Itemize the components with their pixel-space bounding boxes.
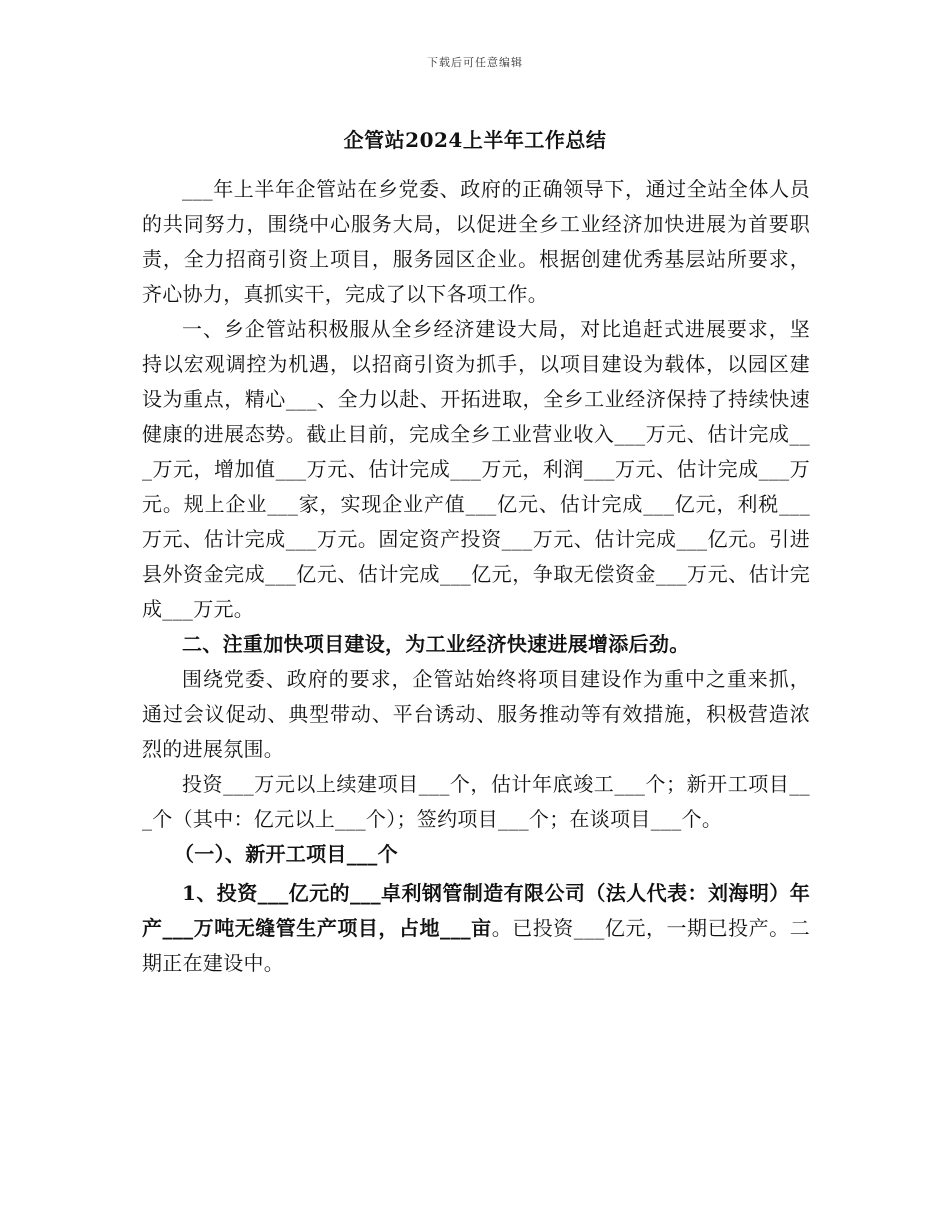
- document-title: 企管站2024上半年工作总结: [343, 128, 607, 152]
- project-1-bold-text: 1、投资___亿元的___卓利钢管制造有限公司（法人代表：刘海明）年产___万吨无缝管生产项目，占地___亩: [142, 881, 810, 940]
- paragraph-project-counts: 投资___万元以上续建项目___个，估计年底竣工___个；新开工项目___个（其中：亿元以上___个）；签约项目___个；在谈项目___个。: [142, 772, 810, 831]
- document-body: [142, 172, 810, 981]
- paragraph-section-one: 一、乡企管站积极服从全乡经济建设大局，对比追赶式进展要求，坚持以宏观调控为机遇，以招商引资为抓手，以项目建设为载体，以园区建设为重点，精心___、全力以赴、开拓进取，全乡工业经济保持了持续快速健康的进展态势。截止目前，完成全乡工业营业收入___万元、估计完成___万元，增加值___万元、估计完成___万元，利润___万元、估计完成___万元。规上企业___家，实现企业产值___亿元、估计完成___亿元，利税___万元、估计完成___万元。固定资产投资___万元、估计完成___亿元。引进县外资金完成___亿元、估计完成___亿元，争取无偿资金___万元、估计完成___万元。: [142, 317, 810, 621]
- paragraph-intro: ___年上半年企管站在乡党委、政府的正确领导下，通过全站全体人员的共同努力，围绕中心服务大局，以促进全乡工业经济加快进展为首要职责，全力招商引资上项目，服务园区企业。根据创建优秀基层站所要求，齐心协力，真抓实干，完成了以下各项工作。: [142, 177, 810, 306]
- project-1-rest-text: 。已投资___亿元，一期已投产。二期正在建设中。: [142, 916, 811, 975]
- header-note: 下载后可任意编辑: [427, 56, 523, 69]
- list-item-project-1: [142, 876, 810, 981]
- heading-new-projects: （一）、新开工项目___个: [174, 842, 398, 866]
- heading-section-two: 二、注重加快项目建设，为工业经济快速进展增添后劲。: [182, 632, 690, 656]
- paragraph-project-intro: 围绕党委、政府的要求，企管站始终将项目建设作为重中之重来抓，通过会议促动、典型带动、平台诱动、服务推动等有效措施，积极营造浓烈的进展氛围。: [142, 667, 810, 761]
